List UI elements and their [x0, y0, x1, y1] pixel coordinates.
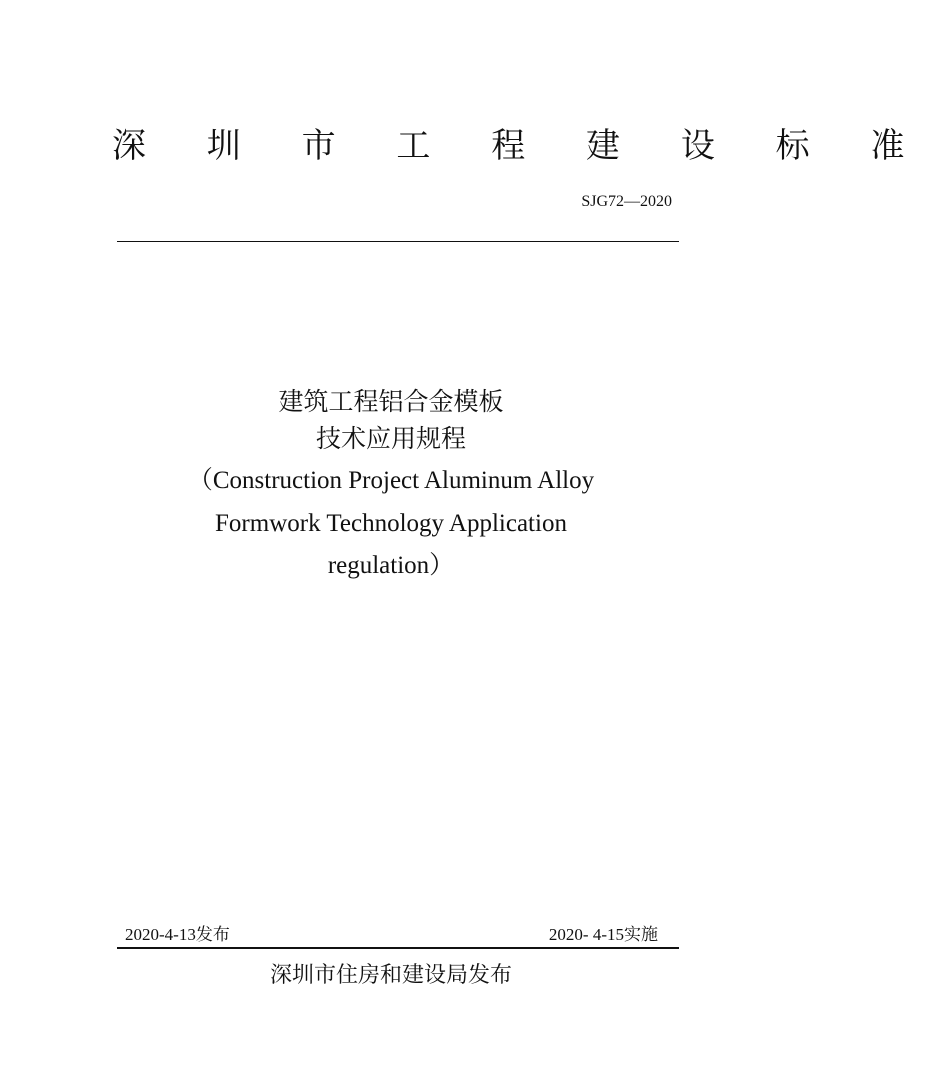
title-cn-line-1: 建筑工程铝合金模板 [278, 387, 504, 416]
standard-number: SJG72—2020 [581, 193, 672, 210]
title-en-line-1: （Construction Project Aluminum Alloy [187, 467, 595, 494]
top-divider [117, 241, 679, 242]
title-en-line-2: Formwork Technology Application [215, 510, 567, 537]
issuing-authority: 深圳市住房和建设局发布 [269, 963, 512, 988]
bottom-divider [117, 947, 679, 949]
issue-date: 2020-4-13发布 [125, 925, 230, 944]
title-en-line-3: regulation） [327, 552, 455, 579]
series-title: 深 圳 市 工 程 建 设 标 准 [112, 126, 929, 166]
title-cn-line-2: 技术应用规程 [315, 424, 466, 453]
effective-date: 2020- 4-15实施 [548, 925, 658, 944]
